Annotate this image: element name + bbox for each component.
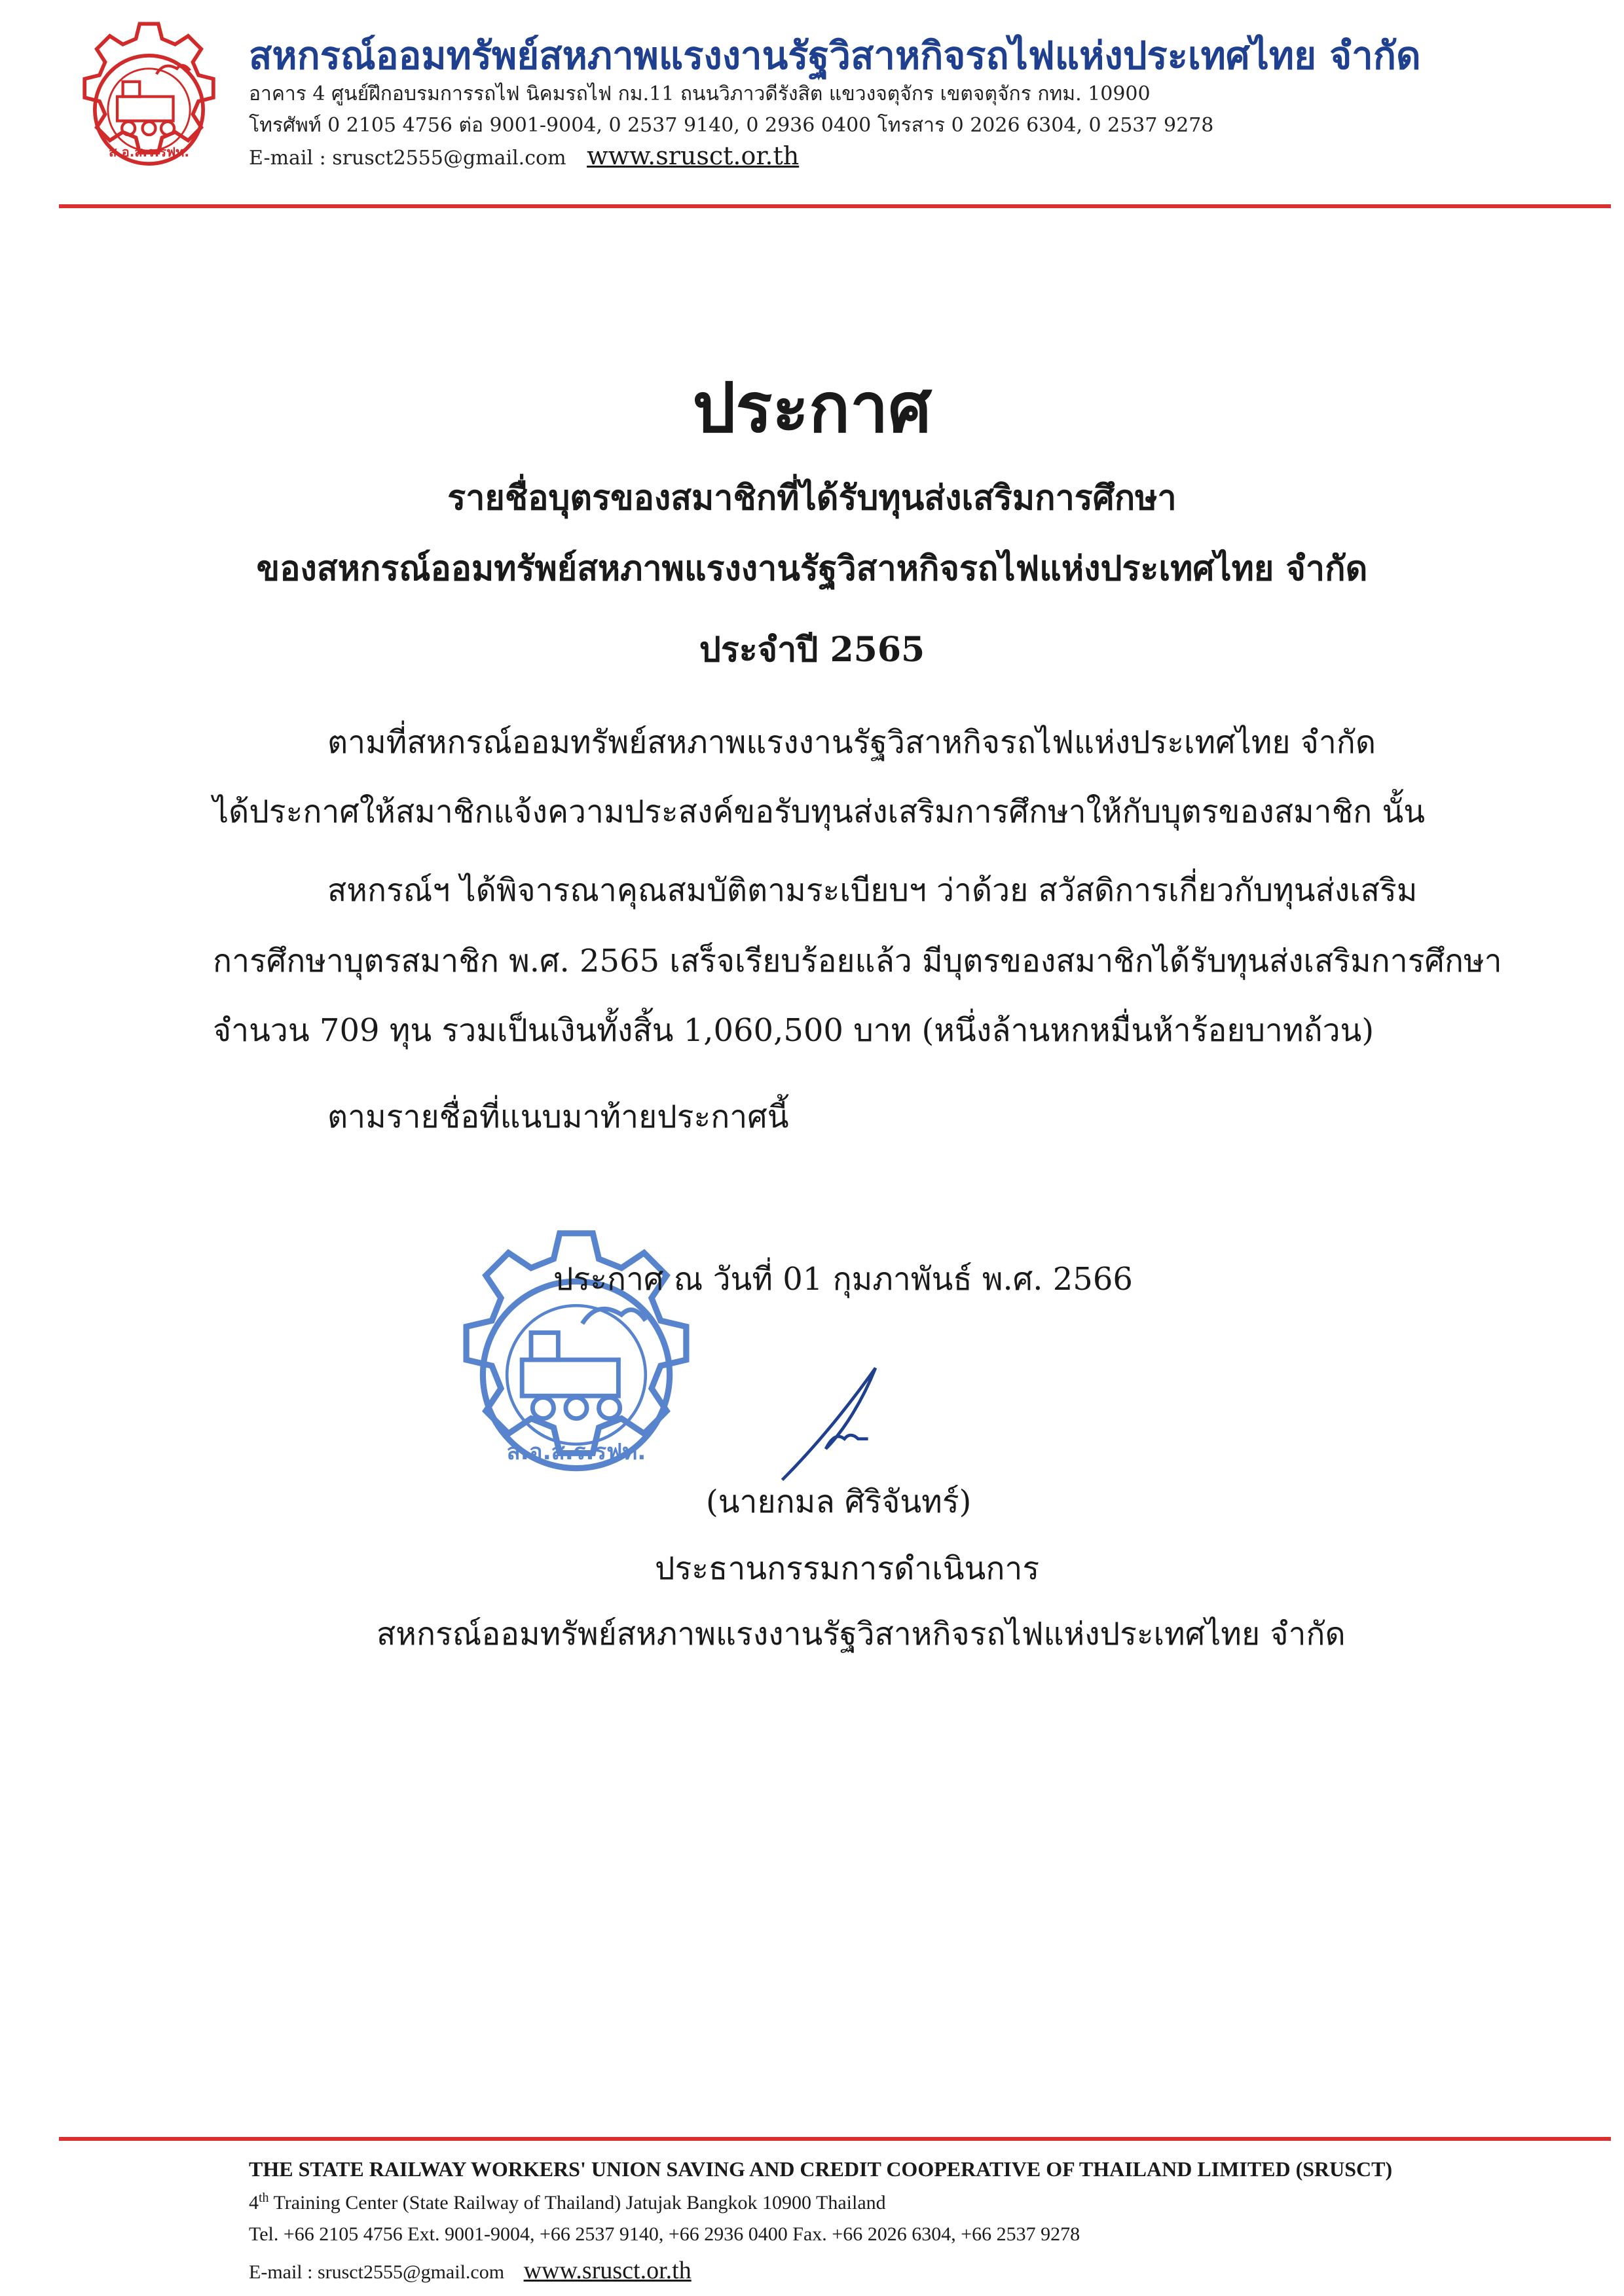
header-website-link[interactable]: www.srusct.or.th <box>587 141 800 170</box>
subtitle-line-3: ประจำปี 2565 <box>699 630 925 670</box>
body-paragraph-2-line-2: การศึกษาบุตรสมาชิก พ.ศ. 2565 เสร็จเรียบร้อยแล้ว มีบุตรของสมาชิกได้รับทุนส่งเสริมการศึกษา <box>213 943 1502 979</box>
signer-name: (นายกมล ศิริจันทร์) <box>706 1484 972 1520</box>
signer-organization: สหกรณ์ออมทรัพย์สหภาพแรงงานรัฐวิสาหกิจรถไฟแห่งประเทศไทย จำกัด <box>377 1616 1346 1652</box>
body-paragraph-3: ตามรายชื่อที่แนบมาท้ายประกาศนี้ <box>327 1099 789 1135</box>
signer-position: ประธานกรรมการดำเนินการ <box>655 1550 1040 1587</box>
footer-divider <box>59 2137 1611 2141</box>
subtitle-line-1: รายชื่อบุตรของสมาชิกที่ได้รับทุนส่งเสริมการศึกษา <box>447 478 1177 518</box>
footer-email: E-mail : srusct2555@gmail.com <box>249 2261 505 2283</box>
body-paragraph-1-line-2: ได้ประกาศให้สมาชิกแจ้งความประสงค์ขอรับทุนส่งเสริมการศึกษาให้กับบุตรของสมาชิก นั้น <box>213 793 1426 830</box>
body-paragraph-2-line-3: จำนวน 709 ทุน รวมเป็นเงินทั้งสิ้น 1,060,500 บาท (หนึ่งล้านหกหมื่นห้าร้อยบาทถ้วน) <box>213 1012 1375 1049</box>
header-email: E-mail : srusct2555@gmail.com <box>249 147 566 170</box>
header-org-name: สหกรณ์ออมทรัพย์สหภาพแรงงานรัฐวิสาหกิจรถไฟแห่งประเทศไทย จำกัด <box>249 33 1421 78</box>
footer-org-name: THE STATE RAILWAY WORKERS' UNION SAVING AND CREDIT COOPERATIVE OF THAILAND LIMITED (SRUSCT) <box>249 2157 1393 2181</box>
body-paragraph-1-line-1: ตามที่สหกรณ์ออมทรัพย์สหภาพแรงงานรัฐวิสาหกิจรถไฟแห่งประเทศไทย จำกัด <box>327 724 1376 761</box>
header-contact <box>249 141 799 170</box>
footer-website-link[interactable]: www.srusct.or.th <box>523 2257 692 2284</box>
logo-text: ส.อ.ส.ร.รฟท. <box>109 143 189 160</box>
seal-text: ส.อ.ส.ร.รฟท. <box>506 1438 646 1465</box>
header-divider <box>59 204 1611 208</box>
announcement-date: ประกาศ ณ วันที่ 01 กุมภาพันธ์ พ.ศ. 2566 <box>553 1261 1133 1298</box>
footer-address-number: 4 <box>249 2192 259 2214</box>
header-phone: โทรศัพท์ 0 2105 4756 ต่อ 9001-9004, 0 2537 9140, 0 2936 0400 โทรสาร 0 2026 6304, 0 2537 9278 <box>249 114 1214 137</box>
page-title: ประกาศ <box>692 367 932 448</box>
handwritten-signature-icon <box>776 1362 900 1486</box>
footer-phone: Tel. +66 2105 4756 Ext. 9001-9004, +66 2537 9140, +66 2936 0400 Fax. +66 2026 6304, +66 2537 9278 <box>249 2223 1080 2245</box>
subtitle-line-2: ของสหกรณ์ออมทรัพย์สหภาพแรงงานรัฐวิสาหกิจรถไฟแห่งประเทศไทย จำกัด <box>256 549 1368 589</box>
header-address: อาคาร 4 ศูนย์ฝึกอบรมการรถไฟ นิคมรถไฟ กม.11 ถนนวิภาวดีรังสิต แขวงจตุจักร เขตจตุจักร กทม. 10900 <box>249 82 1151 105</box>
footer-address <box>249 2191 886 2214</box>
cooperative-logo-icon <box>56 16 242 203</box>
footer-contact <box>249 2256 692 2285</box>
footer-address-suffix: th <box>259 2191 269 2205</box>
body-paragraph-2-line-1: สหกรณ์ฯ ได้พิจารณาคุณสมบัติตามระเบียบฯ ว่าด้วย สวัสดิการเกี่ยวกับทุนส่งเสริม <box>327 872 1418 909</box>
footer-address-text: Training Center (State Railway of Thailand) Jatujak Bangkok 10900 Thailand <box>268 2192 886 2214</box>
